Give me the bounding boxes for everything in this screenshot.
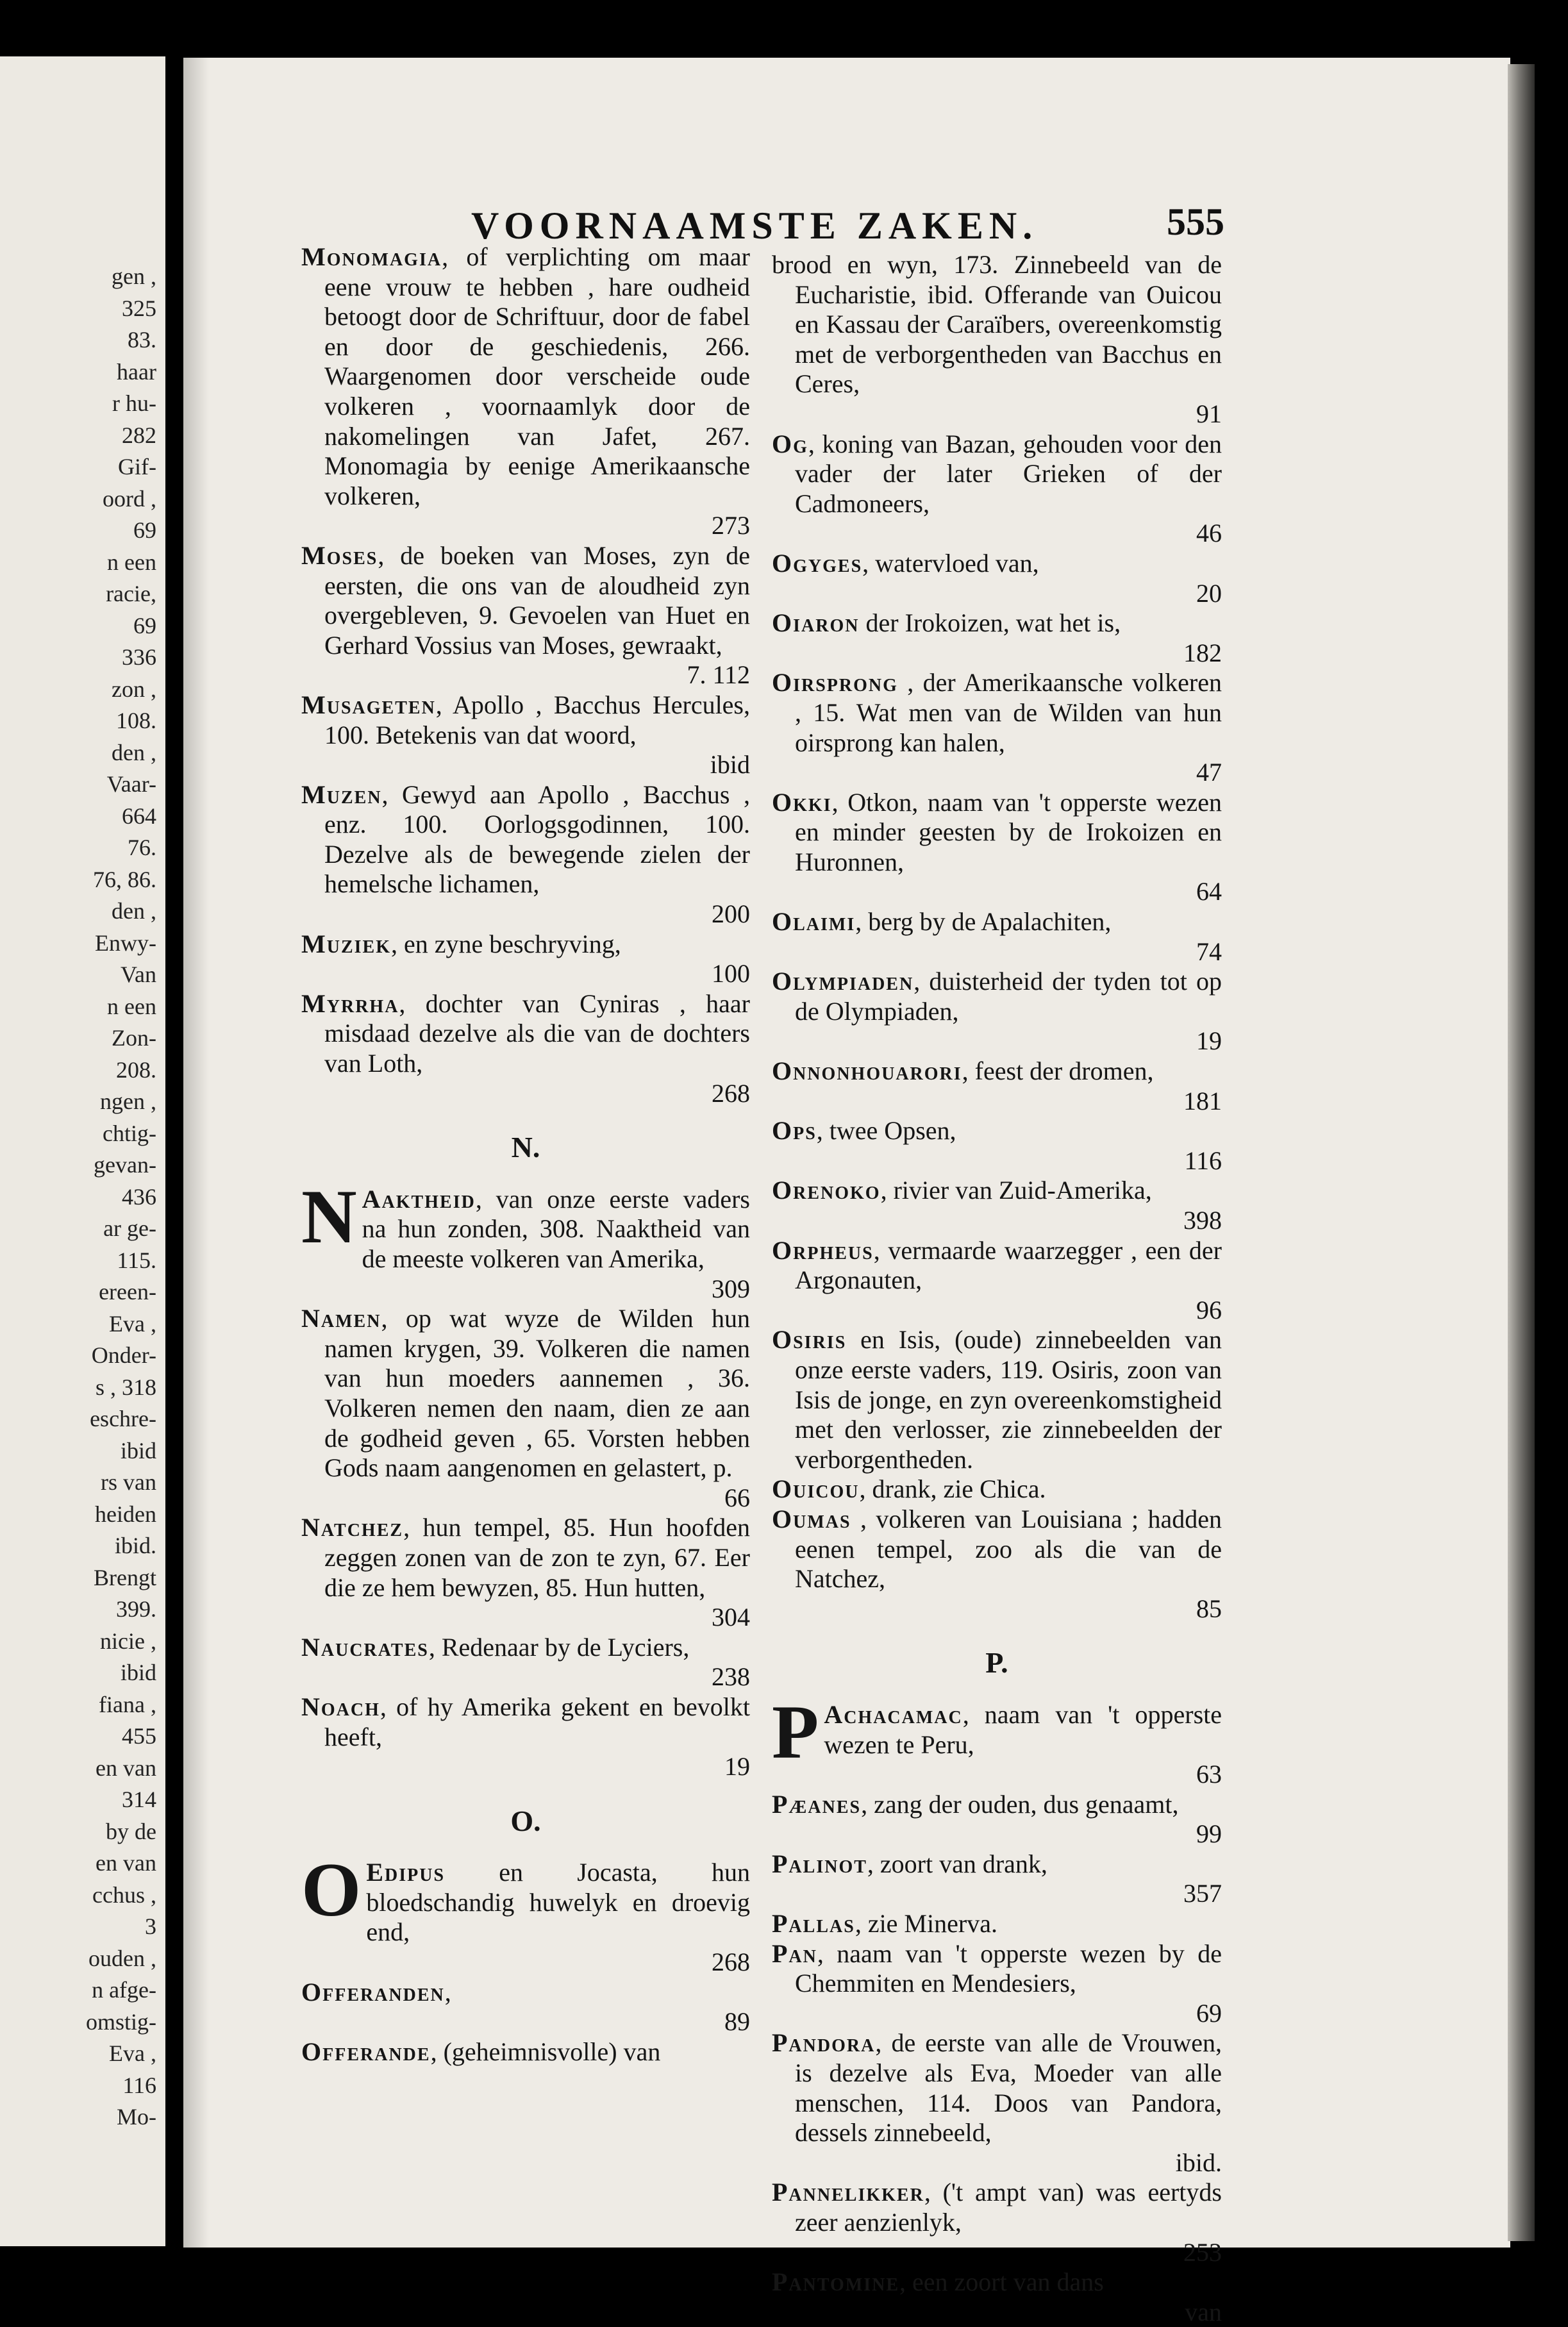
facing-page-text: r hu-	[112, 390, 156, 416]
facing-page-text: s , 318	[95, 1374, 156, 1400]
facing-page-text: ibid.	[114, 1533, 156, 1558]
index-entry-pan: Pan, naam van 't opperste wezen by de Chemmiten en Mendesiers, 69	[772, 1939, 1222, 2028]
facing-page-text: 83.	[128, 327, 156, 353]
index-entry-onnonhouarori: Onnonhouarori, feest der dromen, 181	[772, 1056, 1222, 1115]
page-number: 555	[1167, 201, 1224, 243]
facing-page-text: Vaar-	[106, 771, 156, 797]
drop-cap: O	[301, 1847, 362, 1933]
facing-page-text: n een	[107, 549, 156, 575]
facing-page-text: 116	[122, 2072, 156, 2098]
index-entry-muzen: Muzen, Gewyd aan Apollo , Bacchus , enz. 100. Oorlogsgodinnen, 100. Dezelve als de bewegende zielen der hemelsche lichamen, 200	[301, 780, 750, 929]
index-entry-orpheus: Orpheus, vermaarde waarzegger , een der Argonauten, 96	[772, 1235, 1222, 1324]
facing-page-text: Enwy-	[95, 930, 156, 956]
page-edge	[1508, 64, 1535, 2241]
index-entry-pannelikker: Pannelikker, ('t ampt van) was eertyds zeer aenzienlyk, 253	[772, 2178, 1222, 2267]
facing-page-text: 115.	[117, 1247, 156, 1273]
facing-page-text: 436	[122, 1183, 156, 1210]
facing-page-text: 108.	[116, 708, 156, 733]
facing-page-text: en van	[96, 1755, 156, 1781]
facing-page-text: Mo-	[117, 2104, 156, 2130]
facing-page-text: 325	[122, 295, 156, 321]
facing-page-text: ouden ,	[88, 1945, 156, 1971]
facing-page-text: 69	[133, 517, 156, 543]
facing-page-text: Eva ,	[109, 1310, 156, 1337]
index-entry-oumas: Oumas , volkeren van Louisiana ; hadden eenen tempel, zoo als die van de Natchez, 85	[772, 1504, 1222, 1623]
facing-page-fragment	[0, 56, 165, 2246]
index-entry-naaktheid: N Aaktheid, van onze eerste vaders na hun zonden, 308. Naaktheid van de meeste volkeren van Amerika, 309	[301, 1173, 750, 1303]
index-entry-oirsprong: Oirsprong , der Amerikaansche volkeren , 15. Wat men van de Wilden van hun oirsprong kan halen, 47	[772, 668, 1222, 787]
index-entry-pallas: Pallas, zie Minerva.	[772, 1909, 997, 1939]
index-entry-namen: Namen, op wat wyze de Wilden hun namen krygen, 39. Volkeren die namen van hun moeders aannemen , 36. Volkeren nemen den naam, dien ze aan de godheid geven , 65. Vorsten hebben Gods naam aangenomen en gelastert, p. 66	[301, 1304, 750, 1512]
index-entry-myrrha: Myrrha, dochter van Cyniras , haar misdaad dezelve als die van de dochters van Loth, 268	[301, 988, 750, 1108]
running-head: VOORNAAMSTE ZAKEN.	[471, 204, 1038, 247]
facing-page-text: ibid	[120, 1437, 156, 1464]
gutter-shadow	[183, 58, 209, 2248]
facing-page-text: gevan-	[94, 1152, 156, 1178]
index-entry-moses: Moses, de boeken van Moses, zyn de eersten, die ons van de aloudheid zyn overgebleven, 9. Gevoelen van Huet en Gerhard Vossius van Moses, gewraakt, 7. 112	[301, 540, 750, 690]
drop-cap: N	[301, 1173, 357, 1259]
index-column-left	[301, 242, 750, 2067]
facing-page-text: Gif-	[118, 454, 156, 480]
facing-page-text: 69	[133, 612, 156, 638]
index-entry-pachacamac: P Achacamac, naam van 't opperste wezen te Peru, 63	[772, 1689, 1222, 1789]
facing-page-text: ngen ,	[100, 1088, 156, 1114]
index-entry-orenoko: Orenoko, rivier van Zuid-Amerika, 398	[772, 1176, 1222, 1235]
facing-page-text: 664	[122, 803, 156, 829]
facing-page-text: Onder-	[91, 1342, 156, 1368]
section-heading-o: O.	[510, 1804, 541, 1837]
facing-page-text: 282	[122, 422, 156, 448]
facing-page-text: haar	[117, 358, 156, 385]
facing-page-text: oord ,	[103, 485, 156, 512]
index-entry-naucrates: Naucrates, Redenaar by de Lyciers, 238	[301, 1632, 750, 1692]
index-entry-muziek: Muziek, en zyne beschryving, 100	[301, 929, 750, 988]
facing-page-text: 208.	[116, 1056, 156, 1083]
index-entry-ouicou: Ouicou, drank, zie Chica.	[772, 1474, 1046, 1504]
facing-page-text: 399.	[116, 1596, 156, 1622]
index-entry-palinot: Palinot, zoort van drank, 357	[772, 1849, 1222, 1908]
section-heading-n: N.	[511, 1131, 540, 1164]
index-entry-oedipus: O Edipus en Jocasta, hun bloedschandig huwelyk en droevig end, 268	[301, 1847, 750, 1977]
facing-page-text: ibid	[120, 1660, 156, 1685]
drop-cap: P	[772, 1689, 819, 1774]
section-heading-p: P.	[985, 1646, 1008, 1680]
facing-page-text: 76.	[128, 835, 156, 860]
facing-page-text: zon ,	[112, 676, 156, 702]
facing-page-text: 455	[122, 1723, 156, 1749]
index-entry-monomagia: Monomagia, of verplichting om maar eene vrouw te hebben , hare oudheid betoogt door de Schriftuur, door de fabel en door de geschiedenis, 266. Waargenomen door verscheide oude volkeren , voornaamlyk door de nakomelingen van Jafet, 267. Monomagia by eenige Amerikaansche volkeren, 273	[301, 242, 750, 540]
facing-page-text: rs van	[101, 1469, 156, 1495]
index-entry-noach: Noach, of hy Amerika gekent en bevolkt heeft, 19	[301, 1692, 750, 1781]
index-entry-pandora: Pandora, de eerste van alle de Vrouwen, is dezelve als Eva, Moeder van alle menschen, 114. Doos van Pandora, dessels zinnebeeld, ibid.	[772, 2028, 1222, 2177]
index-entry-ogyges: Ogyges, watervloed van, 20	[772, 548, 1222, 608]
index-entry-olympiaden: Olympiaden, duisterheid der tyden tot op de Olympiaden, 19	[772, 967, 1222, 1056]
facing-page-text: Eva ,	[109, 2040, 156, 2066]
index-entry-osiris: Osiris en Isis, (oude) zinnebeelden van onze eerste vaders, 119. Osiris, zoon van Isis de jonge, en zyn overeenkomstigheid met den verlosser, zie zinnebeelden der verborgentheden.	[772, 1325, 1222, 1474]
index-entry-oiaron: Oiaron der Irokoizen, wat het is, 182	[772, 608, 1222, 667]
facing-page-text: Brengt	[94, 1564, 156, 1590]
facing-page-text: omstig-	[85, 2008, 156, 2035]
index-entry-musageten: Musageten, Apollo , Bacchus Hercules, 100. Betekenis van dat woord, ibid	[301, 690, 750, 780]
facing-page-text: ereen-	[99, 1279, 156, 1305]
facing-page-text: racie,	[106, 581, 156, 606]
catchword: van	[1185, 2297, 1222, 2326]
facing-page-text: Van	[121, 962, 156, 987]
index-column-right	[772, 250, 1222, 2327]
facing-page-text: n afge-	[92, 1977, 156, 2003]
facing-page-text: den ,	[112, 898, 156, 924]
facing-page-text: cchus ,	[92, 1881, 156, 1908]
index-entry-natchez: Natchez, hun tempel, 85. Hun hoofden zeggen zonen van de zon te zyn, 67. Eer die ze hem bewyzen, 85. Hun hutten, 304	[301, 1513, 750, 1632]
facing-page-text: den ,	[112, 739, 156, 765]
facing-page-text: en van	[96, 1850, 156, 1876]
facing-page-text: Zon-	[112, 1025, 156, 1051]
facing-page-text: fiana ,	[99, 1691, 156, 1717]
facing-page-text: by de	[106, 1818, 156, 1844]
facing-page-text: 336	[122, 644, 156, 670]
index-entry-paeanes: Pæanes, zang der ouden, dus genaamt, 99	[772, 1789, 1222, 1849]
index-entry-offeranden: Offeranden, 89	[301, 1977, 750, 2037]
facing-page-text: n een	[107, 993, 156, 1019]
facing-page-text: 76, 86.	[93, 866, 156, 892]
facing-page-text: heiden	[95, 1501, 156, 1527]
facing-page-text: 3	[145, 1914, 156, 1939]
facing-page-text: 314	[122, 1787, 156, 1812]
index-entry-olaimi: Olaimi, berg by de Apalachiten, 74	[772, 907, 1222, 966]
index-entry-og: Og, koning van Bazan, gehouden voor den vader der later Grieken of der Cadmoneers, 46	[772, 429, 1222, 548]
facing-page-text: gen ,	[112, 263, 156, 289]
facing-page-text: eschre-	[90, 1406, 156, 1431]
index-entry-pantomine: Pantomine, een zoort van dans	[772, 2267, 1104, 2297]
index-entry-okki: Okki, Otkon, naam van 't opperste wezen en minder geesten by de Irokoizen en Huronnen, 64	[772, 787, 1222, 906]
facing-page-text: chtig-	[103, 1120, 156, 1146]
facing-page-text: nicie ,	[100, 1628, 156, 1654]
index-entry-continued: brood en wyn, 173. Zinnebeeld van de Eucharistie, ibid. Offerande van Ouicou en Kassau der Caraïbers, overeenkomstig met de verborgentheden van Bacchus en Ceres, 91	[772, 250, 1222, 428]
index-entry-ops: Ops, twee Opsen, 116	[772, 1116, 1222, 1175]
facing-page-text: ar ge-	[103, 1215, 156, 1241]
index-entry-offerande: Offerande, (geheimnisvolle) van	[301, 2037, 661, 2066]
